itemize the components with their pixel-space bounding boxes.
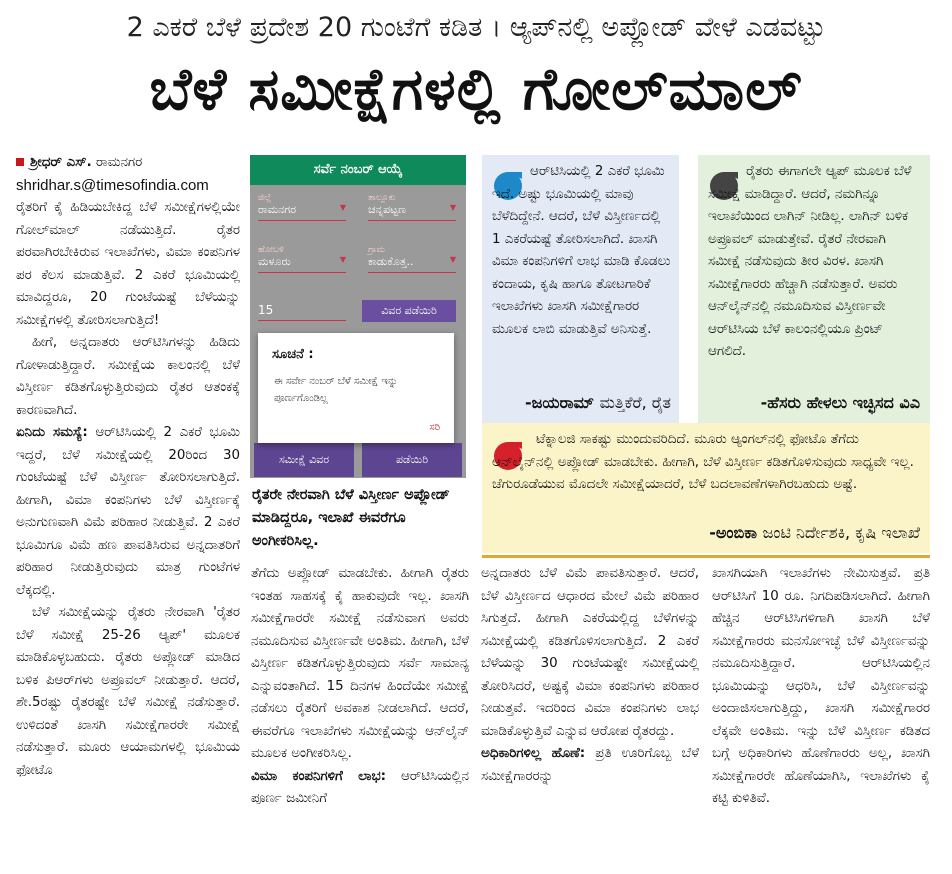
taluk-value: ಚನ್ನಪಟ್ಟಣ [368, 203, 406, 216]
quote-3-name: -ಅಂಬಿಕಾ [709, 523, 758, 542]
quote-2-text: ರೈತರು ಈಗಾಗಲೇ ಆ್ಯಪ್ ಮೂಲಕ ಬೆಳೆ ಸಮೀಕ್ಷೆ ಮಾಡಿದ್ದಾರೆ. ಆದರೆ, ನಮಗಿನ್ನೂ ಇಲಾಖೆಯಿಂದ ಲಾಗಿನ್ ನೀಡಿಲ್ಲ. ಲಾಗಿನ್ ಬಳಿಕ ಅಪ್ರೂವಲ್ ಮಾಡುತ್ತೇವೆ. ರೈತರೆ ನೇರವಾಗಿ ಸಮೀಕ್ಷೆ ನಡೆಸುವುದು ತೀರ ವಿರಳ. ಖಾಸಗಿ ಸಮೀಕ್ಷೆಗಾರರು ಹೆಚ್ಚಾಗಿ ನಡೆಸುತ್ತಾರೆ. ಅವರು ಆನ್‌ಲೈನ್‌ನಲ್ಲಿ ನಮೂದಿಸುವ ವಿಸ್ತೀರ್ಣವೇ ಆರ್‌ಟಿಸಿಯ ಬೆಳೆ ಕಾಲಂನಲ್ಲಿಯೂ ಪ್ರಿಂಟ್ ಆಗಲಿದೆ. [708, 164, 912, 359]
quote-1-text: ಆರ್‌ಟಿಸಿಯಲ್ಲಿ 2 ಎಕರೆ ಭೂಮಿ ಇದೆ. ಅಷ್ಟು ಭೂಮಿಯಲ್ಲಿ ಮಾವು ಬೆಳೆದಿದ್ದೇನೆ. ಆದರೆ, ಬೆಳೆ ವಿಸ್ತೀರ್ಣದಲ್ಲಿ 1 ಎಕರೆಯಷ್ಟೆ ತೋರಿಸಲಾಗಿದೆ. ಖಾಸಗಿ ವಿಮಾ ಕಂಪನಿಗಳಿಗೆ ಲಾಭ ಮಾಡಿ ಕೊಡಲು ಕಂದಾಯ, ಕೃಷಿ ಹಾಗೂ ತೋಟಗಾರಿಕೆ ಇಲಾಖೆಗಳು ಖಾಸಗಿ ಸಮೀಕ್ಷೆಗಾರರ ಮೂಲಕ ಲಾಬಿ ಮಾಡುತ್ತಿವೆ ಅನಿಸುತ್ತೆ. [492, 164, 671, 337]
byline [16, 152, 240, 175]
col2-paragraph-2 [251, 766, 469, 811]
quote-1-attribution [525, 393, 671, 413]
district-value: ರಾಮನಗರ [258, 203, 297, 216]
quote-3-role: ಜಂಟಿ ನಿರ್ದೇಶಕಿ, ಕೃಷಿ ಇಲಾಖೆ [762, 523, 920, 542]
survey-details-button[interactable]: ಸಮೀಕ್ಷೆ ವಿವರ [254, 443, 354, 477]
taluk-dropdown[interactable] [368, 193, 456, 221]
byline-name: ಶ್ರೀಧರ್ ಎಸ್. [30, 155, 92, 170]
app-screenshot [250, 155, 466, 478]
col1-subhead: ಏನಿದು ಸಮಸ್ಯೆ: [16, 425, 88, 440]
kicker: 2 ಎಕರೆ ಬೆಳೆ ಪ್ರದೇಶ 20 ಗುಂಟೆಗೆ ಕಡಿತ । ಆ್ಯಪ್‌ನಲ್ಲಿ ಅಪ್ಲೋಡ್ ವೇಳೆ ಎಡವಟ್ಟು [126, 12, 826, 43]
column-2 [251, 563, 469, 811]
survey-number-value: 15 [258, 303, 274, 317]
village-label: ಗ್ರಾಮ [368, 245, 386, 255]
notice-dialog [258, 333, 454, 443]
col1-paragraph-3 [16, 422, 240, 602]
quote-2-attribution: -ಹೆಸರು ಹೇಳಲು ಇಚ್ಛಿಸದ ವಿಎ [760, 393, 920, 412]
byline-marker [16, 158, 24, 166]
chevron-down-icon: ▼ [339, 203, 346, 212]
quote-3-text: ಟೆಕ್ನಾಲಜಿ ಸಾಕಷ್ಟು ಮುಂದುವರಿದಿದೆ. ಮೂರು ಆ್ಯಂಗಲ್‌ನಲ್ಲಿ ಫೋಟೊ ತೆಗೆದು ಆನ್‌ಲೈನ್‌ನಲ್ಲಿ ಅಪ್ಲೋಡ್ ಮಾಡಬೇಕು. ಹೀಗಾಗಿ, ಬೆಳೆ ವಿಸ್ತೀರ್ಣ ಕಡಿತಗೊಳಿಸುವುದು ಸಾಧ್ಯವೇ ಇಲ್ಲ. ಚೆಗುರೂಡೆಯುವ ಮೊದಲೇ ಸಮೀಕ್ಷೆಯಾದರೆ, ಬೆಳೆ ಬದಲಾವಣೆಗಳಾಗಿರಬಹುದು ಅಷ್ಟೆ. [492, 432, 914, 492]
hobli-dropdown[interactable] [258, 245, 346, 273]
taluk-label: ತಾಲ್ಲೂಕು [368, 193, 396, 203]
village-value: ಕಾಡುಕೊತ್ತ.. [368, 255, 414, 268]
app-header: ಸರ್ವೆ ನಂಬರ್ ಆಯ್ಕೆ [250, 155, 466, 185]
col3-subhead: ಅಧಿಕಾರಿಗಳಿಲ್ಲ ಹೊಣೆ: [481, 746, 586, 761]
chevron-down-icon: ▼ [449, 203, 456, 212]
col1-paragraph-1: ರೈತರಿಗೆ ಕೈ ಹಿಡಿಯಬೇಕಿದ್ದ ಬೆಳೆ ಸಮೀಕ್ಷೆಗಳಲ್ಲಿಯೇ ಗೋಲ್‌ಮಾಲ್ ನಡೆಯುತ್ತಿದೆ. ರೈತರ ಪರವಾಗಿರಬೇಕಿರುವ ಇಲಾಖೆಗಳು, ವಿಮಾ ಕಂಪನಿಗಳ ಪರ ಕೆಲಸ ಮಾಡುತ್ತಿವೆ. 2 ಎಕರೆ ಭೂಮಿಯಲ್ಲಿ ಮಾವಿದ್ದರೂ, 20 ಗುಂಟೆಯಷ್ಟೆ ಬೆಳೆಯನ್ನು ಸಮೀಕ್ಷೆಗಳಲ್ಲಿ ತೋರಿಸಲಾಗುತ್ತಿದೆ! [16, 200, 240, 328]
col2-paragraph-2-text: ಆರ್‌ಟಿಸಿಯಲ್ಲಿನ ಪೂರ್ಣ ಜಮೀನಿಗೆ [251, 768, 469, 806]
col3-paragraph-1: ಅನ್ನದಾತರು ಬೆಳೆ ವಿಮೆ ಪಾವತಿಸುತ್ತಾರೆ. ಆದರೆ, ಬೆಳೆ ವಿಸ್ತೀರ್ಣದ ಆಧಾರದ ಮೇಲೆ ವಿಮೆ ಪರಿಹಾರ ಸಿಗುತ್ತದೆ. ಹೀಗಾಗಿ ಎಕರೆಯಲ್ಲಿದ್ದ ಬೆಳೆಗಳನ್ನು ಸಮೀಕ್ಷೆಯಲ್ಲಿ ಕಡಿತಗೊಳಿಸಲಾಗುತ್ತಿದೆ. 2 ಎಕರೆ ಬೆಳೆಯನ್ನು 30 ಗುಂಟೆಯಷ್ಟೇ ಸಮೀಕ್ಷೆಯಲ್ಲಿ ತೋರಿಸಿದರೆ, ಅಷ್ಟಕ್ಕೆ ವಿಮಾ ಕಂಪನಿಗಳು ಪರಿಹಾರ ನೀಡುತ್ತವೆ. ಇದರಿಂದ ವಿಮಾ ಕಂಪನಿಗಳು ಲಾಭ ಮಾಡಿಕೊಳ್ಳುತ್ತಿವೆ ಎನ್ನುವ ಆರೋಪ ರೈತರದ್ದು. [481, 566, 699, 739]
col4-paragraph-1: ಖಾಸಗಿಯಾಗಿ ಇಲಾಖೆಗಳು ನೇಮಿಸುತ್ತವೆ. ಪ್ರತಿ ಆರ್‌ಟಿಸಿಗೆ 10 ರೂ. ನಿಗದಿಪಡಿಸಲಾಗಿದೆ. ಹೀಗಾಗಿ ಹೆಚ್ಚಿನ ಆರ್‌ಟಿಸಿಗಳಿಗಾಗಿ ಖಾಸಗಿ ಬೆಳೆ ಸಮೀಕ್ಷೆಗಾರರು ಮನಸೋಇಚ್ಛೆ ಬೆಳೆ ವಿಸ್ತೀರ್ಣವನ್ನು ನಮೂದಿಸುತ್ತಿದ್ದಾರೆ. ಆರ್‌ಟಿಸಿಯಲ್ಲಿನ ಭೂಮಿಯನ್ನು ಆಧರಿಸಿ, ಬೆಳೆ ವಿಸ್ತೀರ್ಣವನ್ನು ಅಂದಾಜಿಸಲಾಗುತ್ತಿದ್ದು, ಖಾಸಗಿ ಸಮೀಕ್ಷೆಗಾರರ ಲೆಕ್ಕವೇ ಅಂತಿಮ. ಇನ್ನು ಬೆಳೆ ವಿಸ್ತೀರ್ಣ ಕಡಿತದ ಬಗ್ಗೆ ಅಧಿಕಾರಿಗಳು ಹೊಣೆಗಾರರು ಅಲ್ಲ, ಖಾಸಗಿ ಸಮೀಕ್ಷೆಗಾರರೇ ಹೊಣೆಯಾಗಿಸಿ, ಇಲಾಖೆಗಳು ಕೈ ಕಟ್ಟಿ ಕುಳಿತಿವೆ. [712, 566, 930, 806]
col3-paragraph-2 [481, 743, 699, 788]
quote-box-1 [482, 155, 679, 423]
column-1 [16, 152, 240, 782]
byline-place: ರಾಮನಗರ [95, 155, 143, 170]
hobli-value: ಮಳೂರು [258, 255, 291, 268]
col2-subhead: ವಿಮಾ ಕಂಪನಿಗಳಿಗೆ ಲಾಭ: [251, 768, 387, 784]
district-label: ಜಿಲ್ಲೆ [258, 193, 272, 203]
headline: ಬೆಳೆ ಸಮೀಕ್ಷೆಗಳಲ್ಲಿ ಗೋಲ್‌ಮಾಲ್ [149, 55, 803, 123]
photo-caption: ರೈತರೇ ನೇರವಾಗಿ ಬೆಳೆ ವಿಸ್ತೀರ್ಣ ಅಪ್ಲೋಡ್ ಮಾಡಿದ್ದರೂ, ಇಲಾಖೆ ಈವರೆಗೂ ಅಂಗೀಕರಿಸಿಲ್ಲ. [252, 487, 450, 549]
dialog-ok-button[interactable]: ಸರಿ [429, 422, 440, 433]
village-dropdown[interactable] [368, 245, 456, 273]
quote-box-2 [698, 155, 930, 423]
col3-paragraph-2-text: ಪ್ರತಿ ಊರಿಗೊಬ್ಬ ಬೆಳೆ ಸಮೀಕ್ಷೆಗಾರರನ್ನು [481, 746, 699, 784]
quote-1-name: -ಜಯರಾಮ್ [524, 393, 594, 412]
survey-number-input[interactable] [258, 303, 348, 321]
get-details-button[interactable]: ವಿವರ ಪಡೆಯಿರಿ [362, 300, 456, 322]
col1-paragraph-3-text: ಆರ್‌ಟಿಸಿಯಲ್ಲಿ 2 ಎಕರೆ ಭೂಮಿ ಇದ್ದರೆ, ಬೆಳೆ ಸಮೀಕ್ಷೆಯಲ್ಲಿ 20ರಿಂದ 30 ಗುಂಟೆಯಷ್ಟೆ ಬೆಳೆ ವಿಸ್ತೀರ್ಣ ತೋರಿಸಲಾಗುತ್ತಿದೆ. ಹೀಗಾಗಿ, ವಿಮಾ ಕಂಪನಿಗಳು ಬೆಳೆ ವಿಸ್ತೀರ್ಣಕ್ಕೆ ಅನುಗುಣವಾಗಿ ವಿಮೆ ಪರಿಹಾರ ನೀಡುತ್ತಿವೆ. 2 ಎಕರೆ ಭೂಮಿಗೂ ವಿಮೆ ಹಣ ಪಾವತಿಸಿರುವ ಅನ್ನದಾತರಿಗೆ ಪರಿಹಾರ ನೀಡುತ್ತಿರುವುದು ಮಾತ್ರ ಗುಂಟೆಗಳ ಲೆಕ್ಕದಲ್ಲಿ. [16, 425, 240, 598]
quote-3-attribution [709, 523, 920, 543]
district-dropdown[interactable] [258, 193, 346, 221]
col2-paragraph-1: ತೆಗೆದು ಅಪ್ಲೋಡ್ ಮಾಡಬೇಕು. ಹೀಗಾಗಿ ರೈತರು ಇಂತಹ ಸಾಹಸಕ್ಕೆ ಕೈ ಹಾಕುವುದೇ ಇಲ್ಲ. ಖಾಸಗಿ ಸಮೀಕ್ಷೆಗಾರರೇ ಸಮೀಕ್ಷೆ ನಡೆಸುವಾಗ ಅವರು ನಮೂದಿಸುವ ವಿಸ್ತೀರ್ಣವೇ ಅಂತಿಮ. ಹೀಗಾಗಿ, ಬೆಳೆ ವಿಸ್ತೀರ್ಣ ಕಡಿತಗೊಳ್ಳುತ್ತಿರುವುದು ಸರ್ವೆ ಸಾಮಾನ್ಯ ಎನ್ನುವಂತಾಗಿದೆ. 15 ದಿನಗಳ ಹಿಂದೆಯೇ ಸಮೀಕ್ಷೆ ನಡೆಸಲು ರೈತರಿಗೆ ಅವಕಾಶ ನೀಡಲಾಗಿದೆ. ಆದರೆ, ಈವರೆಗೂ ಇಲಾಖೆಗಳು ಸಮೀಕ್ಷೆಯನ್ನು ಆನ್‌ಲೈನ್ ಮೂಲಕ ಅಂಗೀಕರಿಸಿಲ್ಲ. [251, 566, 469, 761]
col1-paragraph-2: ಹೀಗೆ, ಅನ್ನದಾತರು ಆರ್‌ಟಿಸಿಗಳನ್ನು ಹಿಡಿದು ಗೋಳಾಡುತ್ತಿದ್ದಾರೆ. ಸಮೀಕ್ಷೆಯ ಕಾಲಂನಲ್ಲಿ ಬೆಳೆ ವಿಸ್ತೀರ್ಣ ಕಡಿತಗೊಳ್ಳುತ್ತಿರುವುದು ರೈತರ ಆತಂಕಕ್ಕೆ ಕಾರಣವಾಗಿದೆ. [16, 335, 240, 418]
byline-email: shridhar.s@timesofindia.com [16, 176, 209, 194]
dialog-message: ಈ ಸರ್ವೇ ನಂಬರ್ ಬೆಳೆ ಸಮೀಕ್ಷೆ ಇನ್ನು ಪೂರ್ಣಗೊಂಡಿಲ್ಲ [274, 376, 398, 404]
chevron-down-icon: ▼ [339, 255, 346, 264]
fetch-button[interactable]: ಪಡೆಯಿರಿ [362, 443, 462, 477]
divider-rule [482, 555, 930, 558]
col1-paragraph-4: ಬೆಳೆ ಸಮೀಕ್ಷೆಯನ್ನು ರೈತರು ನೇರವಾಗಿ 'ರೈತರ ಬೆಳೆ ಸಮೀಕ್ಷೆ 25-26 ಆ್ಯಪ್' ಮೂಲಕ ಮಾಡಿಕೊಳ್ಳಬಹುದು. ರೈತರು ಅಪ್ಲೋಡ್ ಮಾಡಿದ ಬಳಿಕ ಪಿಆರ್‌ಗಳು ಅಪ್ರೂವಲ್ ನೀಡುತ್ತಾರೆ. ಆದರೆ, ಶೇ.5ರಷ್ಟು ರೈತರಷ್ಟೇ ಬೆಳೆ ಸಮೀಕ್ಷೆ ನಡೆಸುತ್ತಾರೆ. ಉಳಿದಂತೆ ಖಾಸಗಿ ಸಮೀಕ್ಷೆಗಾರರೇ ಸಮೀಕ್ಷೆ ನಡೆಸುತ್ತಾರೆ. ಮೂರು ಆಯಾಮಗಳಲ್ಲಿ ಭೂಮಿಯ ಫೋಟೊ [16, 605, 240, 778]
column-4 [712, 563, 930, 811]
column-3 [481, 563, 699, 788]
hobli-label: ಹೋಬಳಿ [258, 245, 284, 255]
chevron-down-icon: ▼ [449, 255, 456, 264]
quote-box-3 [482, 423, 930, 553]
dialog-title: ಸೂಚನೆ : [272, 347, 314, 362]
quote-1-role: ಮತ್ತಿಕೆರೆ, ರೈತ [599, 393, 671, 412]
